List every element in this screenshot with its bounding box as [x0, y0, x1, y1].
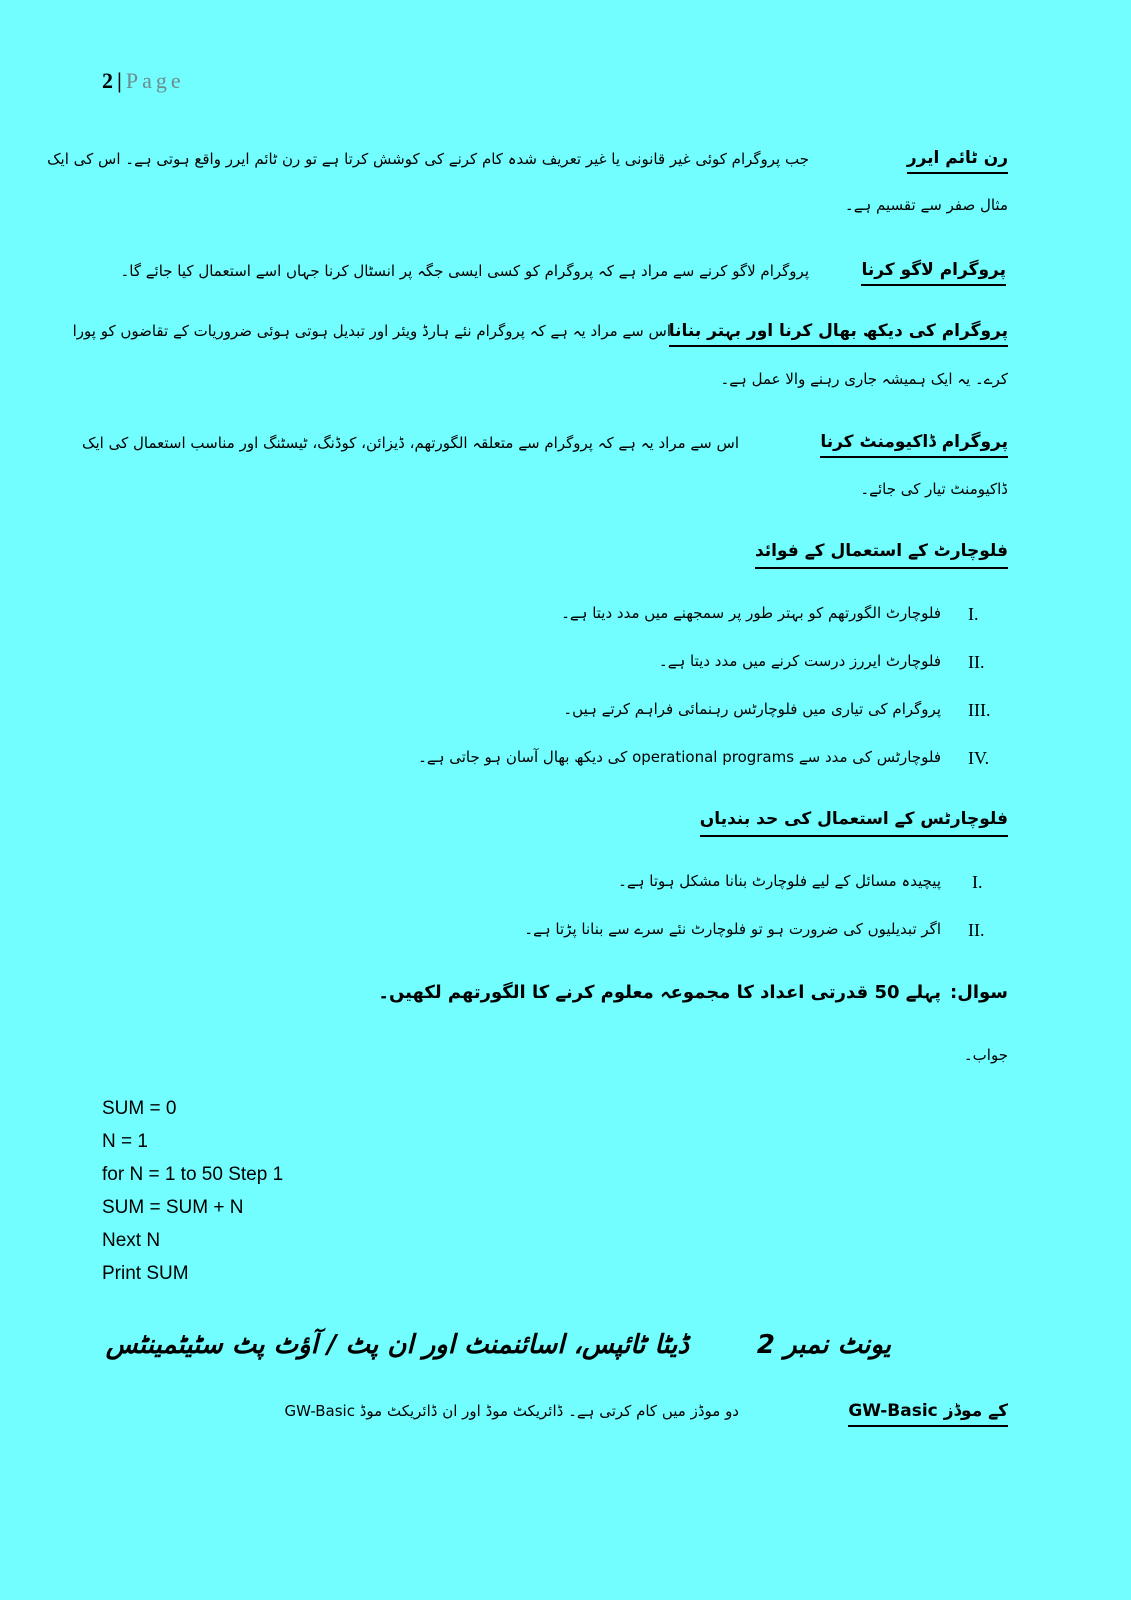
code-line: for N = 1 to 50 Step 1	[102, 1164, 284, 1185]
term-program-implementation: پروگرام لاگو کرنا	[861, 260, 1006, 286]
page-number-value: 2	[102, 68, 113, 93]
code-line: SUM = SUM + N	[102, 1197, 244, 1218]
gwbasic-modes-text: GW-Basic دو موڈز میں کام کرتی ہے۔ ڈائریکٹ موڈ اور ان ڈائریکٹ موڈ	[284, 1402, 739, 1420]
definition-program-documentation-line2: ڈاکیومنٹ تیار کی جائے۔	[860, 480, 1008, 498]
algorithm-code	[102, 1092, 283, 1290]
code-line: Next N	[102, 1230, 161, 1251]
unit-title: ڈیٹا ٹائپس، اسائنمنٹ اور ان پٹ / آؤٹ پٹ سٹیٹمینٹس	[105, 1330, 689, 1360]
code-line: SUM = 0	[102, 1098, 177, 1119]
limitation-num-2: II.	[968, 920, 985, 940]
term-program-documentation: پروگرام ڈاکیومنٹ کرنا	[820, 432, 1008, 458]
advantage-item-1: فلوچارٹ الگورتھم کو بہتر طور پر سمجھنے میں مدد دیتا ہے۔	[561, 604, 941, 622]
page-label: Page	[125, 68, 185, 93]
advantage-num-3: III.	[968, 700, 991, 720]
gwbasic-modes-heading: GW-Basic کے موڈز	[848, 1400, 1008, 1427]
question-text: پہلے 50 قدرتی اعداد کا مجموعہ معلوم کرنے کا الگورتھم لکھیں۔	[378, 982, 941, 1003]
advantages-heading: فلوچارٹ کے استعمال کے فوائد	[755, 540, 1008, 569]
term-runtime-error: رن ٹائم ایرر	[907, 148, 1008, 174]
advantage-num-1: I.	[968, 604, 979, 624]
advantage-item-3: پروگرام کی تیاری میں فلوچارٹس رہنمائی فراہم کرتے ہیں۔	[563, 700, 941, 718]
definition-program-maintenance-line1-start	[73, 322, 671, 340]
limitations-heading: فلوچارٹس کے استعمال کی حد بندیاں	[700, 808, 1008, 837]
answer-label: جواب۔	[963, 1046, 1008, 1064]
definition-runtime-error-line2: مثال صفر سے تقسیم ہے۔	[844, 196, 1008, 214]
definition-program-documentation-line1: اس سے مراد یہ ہے کہ پروگرام سے متعلقہ الگورتھم، ڈیزائن، کوڈنگ، ٹیسٹنگ اور مناسب استعمال کی ایک	[82, 434, 739, 452]
code-line: Print SUM	[102, 1263, 189, 1284]
limitation-item-1: پیچیدہ مسائل کے لیے فلوچارٹ بنانا مشکل ہوتا ہے۔	[618, 872, 941, 890]
limitation-item-2: اگر تبدیلیوں کی ضرورت ہو تو فلوچارٹ نئے سرے سے بنانا پڑتا ہے۔	[524, 920, 941, 938]
term-program-maintenance: پروگرام کی دیکھ بھال کرنا اور بہتر بنانا	[669, 320, 1008, 347]
advantage-item-2: فلوچارٹ ایررز درست کرنے میں مدد دیتا ہے۔	[658, 652, 941, 670]
advantage-item-4: فلوچارٹس کی مدد سے operational programs کی دیکھ بھال آسان ہو جاتی ہے۔	[418, 748, 941, 766]
unit-number: یونٹ نمبر 2	[756, 1330, 891, 1360]
code-line: N = 1	[102, 1131, 148, 1152]
definition-program-maintenance-line2: کرے۔ یہ ایک ہمیشہ جاری رہنے والا عمل ہے۔	[720, 370, 1008, 388]
page-separator: |	[117, 68, 122, 93]
advantage-num-4: IV.	[968, 748, 990, 768]
definition-runtime-error-line1: جب پروگرام کوئی غیر قانونی یا غیر تعریف شدہ کام کرنے کی کوشش کرتا ہے تو رن ٹائم ایرر واقع ہوتی ہے۔ اس کی ایک	[47, 150, 809, 168]
question-label: سوال:	[950, 982, 1008, 1003]
definition-program-maintenance-line1: اس سے مراد یہ ہے کہ پروگرام نئے ہارڈ ویئر اور تبدیل ہوتی ہوئی ضروریات کے تقاضوں کو پورا	[72, 322, 671, 340]
definition-program-implementation-line1: پروگرام لاگو کرنے سے مراد ہے کہ پروگرام کو کسی ایسی جگہ پر انسٹال کرنا جہاں اسے استعمال کیا جائے گا۔	[120, 262, 809, 280]
page-number	[102, 68, 185, 94]
limitation-num-1: I.	[972, 872, 983, 892]
advantage-num-2: II.	[968, 652, 985, 672]
